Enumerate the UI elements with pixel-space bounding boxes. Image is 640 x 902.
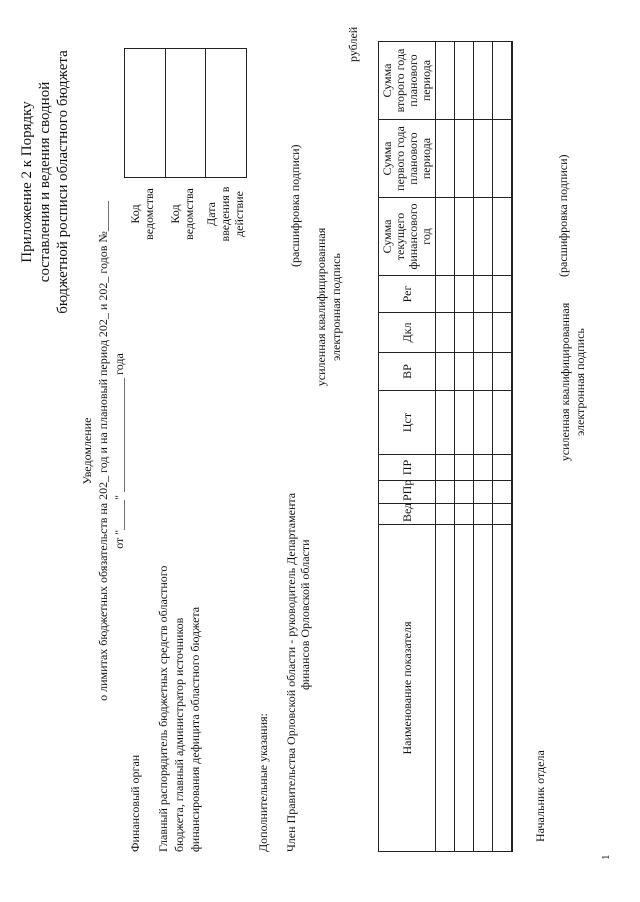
table-cell: [436, 353, 455, 391]
table-cell: [436, 504, 455, 525]
code-box: [124, 48, 247, 178]
table-cell: [493, 455, 513, 481]
table-cell: [493, 120, 513, 198]
header-rpr: РПр: [379, 481, 436, 504]
table-cell: [474, 481, 493, 504]
additional-instructions-label: Дополнительные указания:: [256, 713, 270, 852]
header-indicator-name: Наименование показателя: [379, 525, 436, 852]
code-cell-date: [205, 49, 246, 177]
table-cell: [455, 455, 474, 481]
table-cell: [455, 276, 474, 313]
table-cell: [493, 391, 513, 455]
code-label-department: Код ведомства: [128, 188, 156, 240]
table-cell: [455, 525, 474, 852]
table-cell: [474, 120, 493, 198]
signatory-signature-line: электронная подпись: [329, 253, 343, 361]
table-cell: [474, 391, 493, 455]
header-sum-first-plan-year: Сумма первого года планового периода: [379, 120, 436, 198]
signatory-position-line: Член Правительства Орловской области - руководитель Департамента: [284, 492, 298, 852]
main-manager-line: финансирования дефицита областного бюджета: [188, 606, 202, 852]
department-signature-line: электронная подпись: [573, 328, 587, 436]
table-row: [455, 42, 474, 852]
table-cell: [455, 313, 474, 353]
appendix-line: бюджетной росписи областного бюджета: [55, 50, 71, 314]
table-cell: [455, 391, 474, 455]
table-cell: [436, 313, 455, 353]
code-cell-department-2: [165, 49, 206, 177]
signatory-signature-line: усиленная квалифицированная: [314, 227, 328, 387]
table-cell: [474, 198, 493, 276]
table-cell: [455, 198, 474, 276]
main-manager-line: Главный распорядитель бюджетных средств областного: [156, 565, 170, 852]
table-cell: [474, 313, 493, 353]
table-cell: [436, 198, 455, 276]
table-row: [436, 42, 455, 852]
header-reg: Рег: [379, 276, 436, 313]
department-head-label: Начальник отдела: [533, 750, 547, 842]
table-cell: [474, 455, 493, 481]
notice-subject: о лимитах бюджетных обязательств на 202_ год и на плановый период 202_ и 202_ годов №_____: [96, 201, 110, 701]
header-cst: Цст: [379, 391, 436, 455]
table-cell: [493, 353, 513, 391]
header-pr: ПР: [379, 455, 436, 481]
signatory-position-line: финансов Орловской области: [298, 539, 312, 690]
header-sum-current-year: Сумма текущего финансового год: [379, 198, 436, 276]
table-cell: [474, 42, 493, 120]
appendix-line: Приложение 2 к Порядку: [19, 101, 35, 263]
table-header-row: [379, 42, 436, 852]
table-cell: [436, 481, 455, 504]
table-cell: [474, 276, 493, 313]
table-row: [493, 42, 513, 852]
table-cell: [436, 276, 455, 313]
table-cell: [493, 504, 513, 525]
table-cell: [455, 353, 474, 391]
table-cell: [493, 276, 513, 313]
table-cell: [455, 481, 474, 504]
table-cell: [436, 120, 455, 198]
signatory-decoding: (расшифровка подписи): [288, 144, 302, 267]
code-label-date: Дата введения в действие: [204, 186, 246, 242]
table-cell: [474, 525, 493, 852]
department-signature-line: усиленная квалифицированная: [558, 302, 572, 462]
table-cell: [455, 120, 474, 198]
currency-label: рублей: [346, 26, 360, 62]
table-cell: [455, 42, 474, 120]
table-cell: [436, 525, 455, 852]
code-cell-department: [125, 49, 166, 177]
table-cell: [493, 481, 513, 504]
table-cell: [493, 313, 513, 353]
notice-title: Уведомление: [80, 417, 94, 485]
table-cell: [455, 504, 474, 525]
department-decoding: (расшифровка подписи): [556, 154, 570, 277]
appendix-line: составления и ведения сводной: [37, 81, 53, 283]
table-cell: [436, 391, 455, 455]
table-cell: [436, 455, 455, 481]
limits-table: [378, 41, 513, 852]
header-vr: ВР: [379, 353, 436, 391]
table-cell: [474, 504, 493, 525]
financial-organ-label: Финансовый орган: [128, 754, 142, 852]
table-cell: [474, 353, 493, 391]
header-sum-second-plan-year: Сумма второго года планового периода: [379, 42, 436, 120]
table-row: [474, 42, 493, 852]
table-cell: [493, 42, 513, 120]
main-manager-line: бюджета, главный администратор источников: [172, 617, 186, 852]
page-number: 1: [600, 854, 612, 860]
table-cell: [436, 42, 455, 120]
appendix-header: [18, 22, 72, 342]
table-cell: [493, 525, 513, 852]
notice-date: от "_____" ___________________ года: [112, 353, 126, 549]
code-label-department-2: Код ведомства: [168, 188, 196, 240]
header-dkl: Дкл: [379, 313, 436, 353]
table-cell: [493, 198, 513, 276]
header-ved: Вед: [379, 504, 436, 525]
